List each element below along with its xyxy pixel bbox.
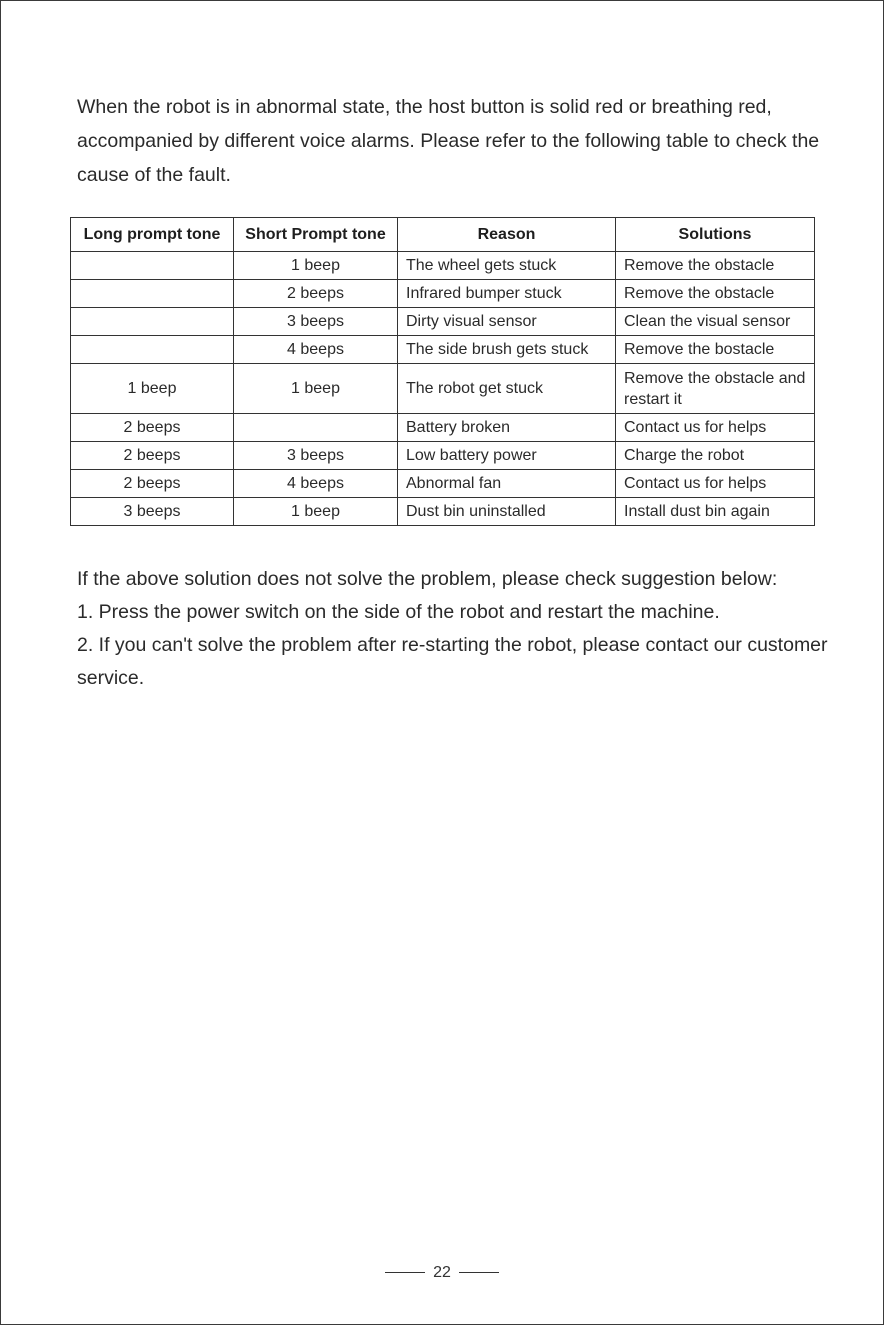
cell-solution: Remove the bostacle [616,336,815,364]
cell-reason: The robot get stuck [398,364,616,414]
cell-short-tone: 4 beeps [234,336,398,364]
table-row [71,364,815,414]
cell-solution: Contact us for helps [616,414,815,442]
cell-long-tone: 2 beeps [71,442,234,470]
cell-reason: Dirty visual sensor [398,308,616,336]
cell-short-tone: 1 beep [234,498,398,526]
cell-short-tone: 3 beeps [234,442,398,470]
cell-reason: Dust bin uninstalled [398,498,616,526]
cell-solution: Remove the obstacle and restart it [616,364,815,414]
page-number: 22 [433,1264,451,1281]
cell-short-tone: 1 beep [234,252,398,280]
header-reason: Reason [398,218,616,252]
advice-step-1: 1. Press the power switch on the side of the robot and restart the machine. [77,601,720,623]
table-row [71,498,815,526]
header-short-prompt-tone: Short Prompt tone [234,218,398,252]
cell-short-tone: 3 beeps [234,308,398,336]
cell-solution: Contact us for helps [616,470,815,498]
cell-long-tone [71,308,234,336]
table-row [71,470,815,498]
cell-short-tone: 4 beeps [234,470,398,498]
advice-step-2: 2. If you can't solve the problem after re-starting the robot, please contact our customer service. [77,634,828,689]
cell-reason: Battery broken [398,414,616,442]
page-footer [1,1264,883,1282]
footer-rule-right [459,1272,499,1273]
cell-short-tone: 1 beep [234,364,398,414]
cell-solution: Charge the robot [616,442,815,470]
cell-reason: The side brush gets stuck [398,336,616,364]
table-row [71,336,815,364]
cell-reason: The wheel gets stuck [398,252,616,280]
cell-long-tone: 2 beeps [71,470,234,498]
table-row [71,252,815,280]
cell-reason: Infrared bumper stuck [398,280,616,308]
cell-reason: Abnormal fan [398,470,616,498]
header-long-prompt-tone: Long prompt tone [71,218,234,252]
cell-long-tone [71,280,234,308]
cell-reason: Low battery power [398,442,616,470]
cell-solution: Clean the visual sensor [616,308,815,336]
header-solutions: Solutions [616,218,815,252]
cell-long-tone [71,336,234,364]
cell-short-tone: 2 beeps [234,280,398,308]
table-row [71,442,815,470]
fault-table [70,217,815,526]
cell-long-tone [71,252,234,280]
cell-long-tone: 1 beep [71,364,234,414]
cell-long-tone: 2 beeps [71,414,234,442]
cell-solution: Install dust bin again [616,498,815,526]
cell-long-tone: 3 beeps [71,498,234,526]
table-row [71,414,815,442]
cell-solution: Remove the obstacle [616,280,815,308]
advice-lead: If the above solution does not solve the problem, please check suggestion below: [77,568,778,590]
table-header-row [71,218,815,252]
cell-solution: Remove the obstacle [616,252,815,280]
table-row [71,308,815,336]
cell-short-tone [234,414,398,442]
intro-paragraph: When the robot is in abnormal state, the host button is solid red or breathing red, accompanied by different voice alarms. Please refer to the following table to check the cause of the fault. [77,96,820,186]
table-row [71,280,815,308]
advice-section [77,563,867,695]
footer-rule-left [385,1272,425,1273]
